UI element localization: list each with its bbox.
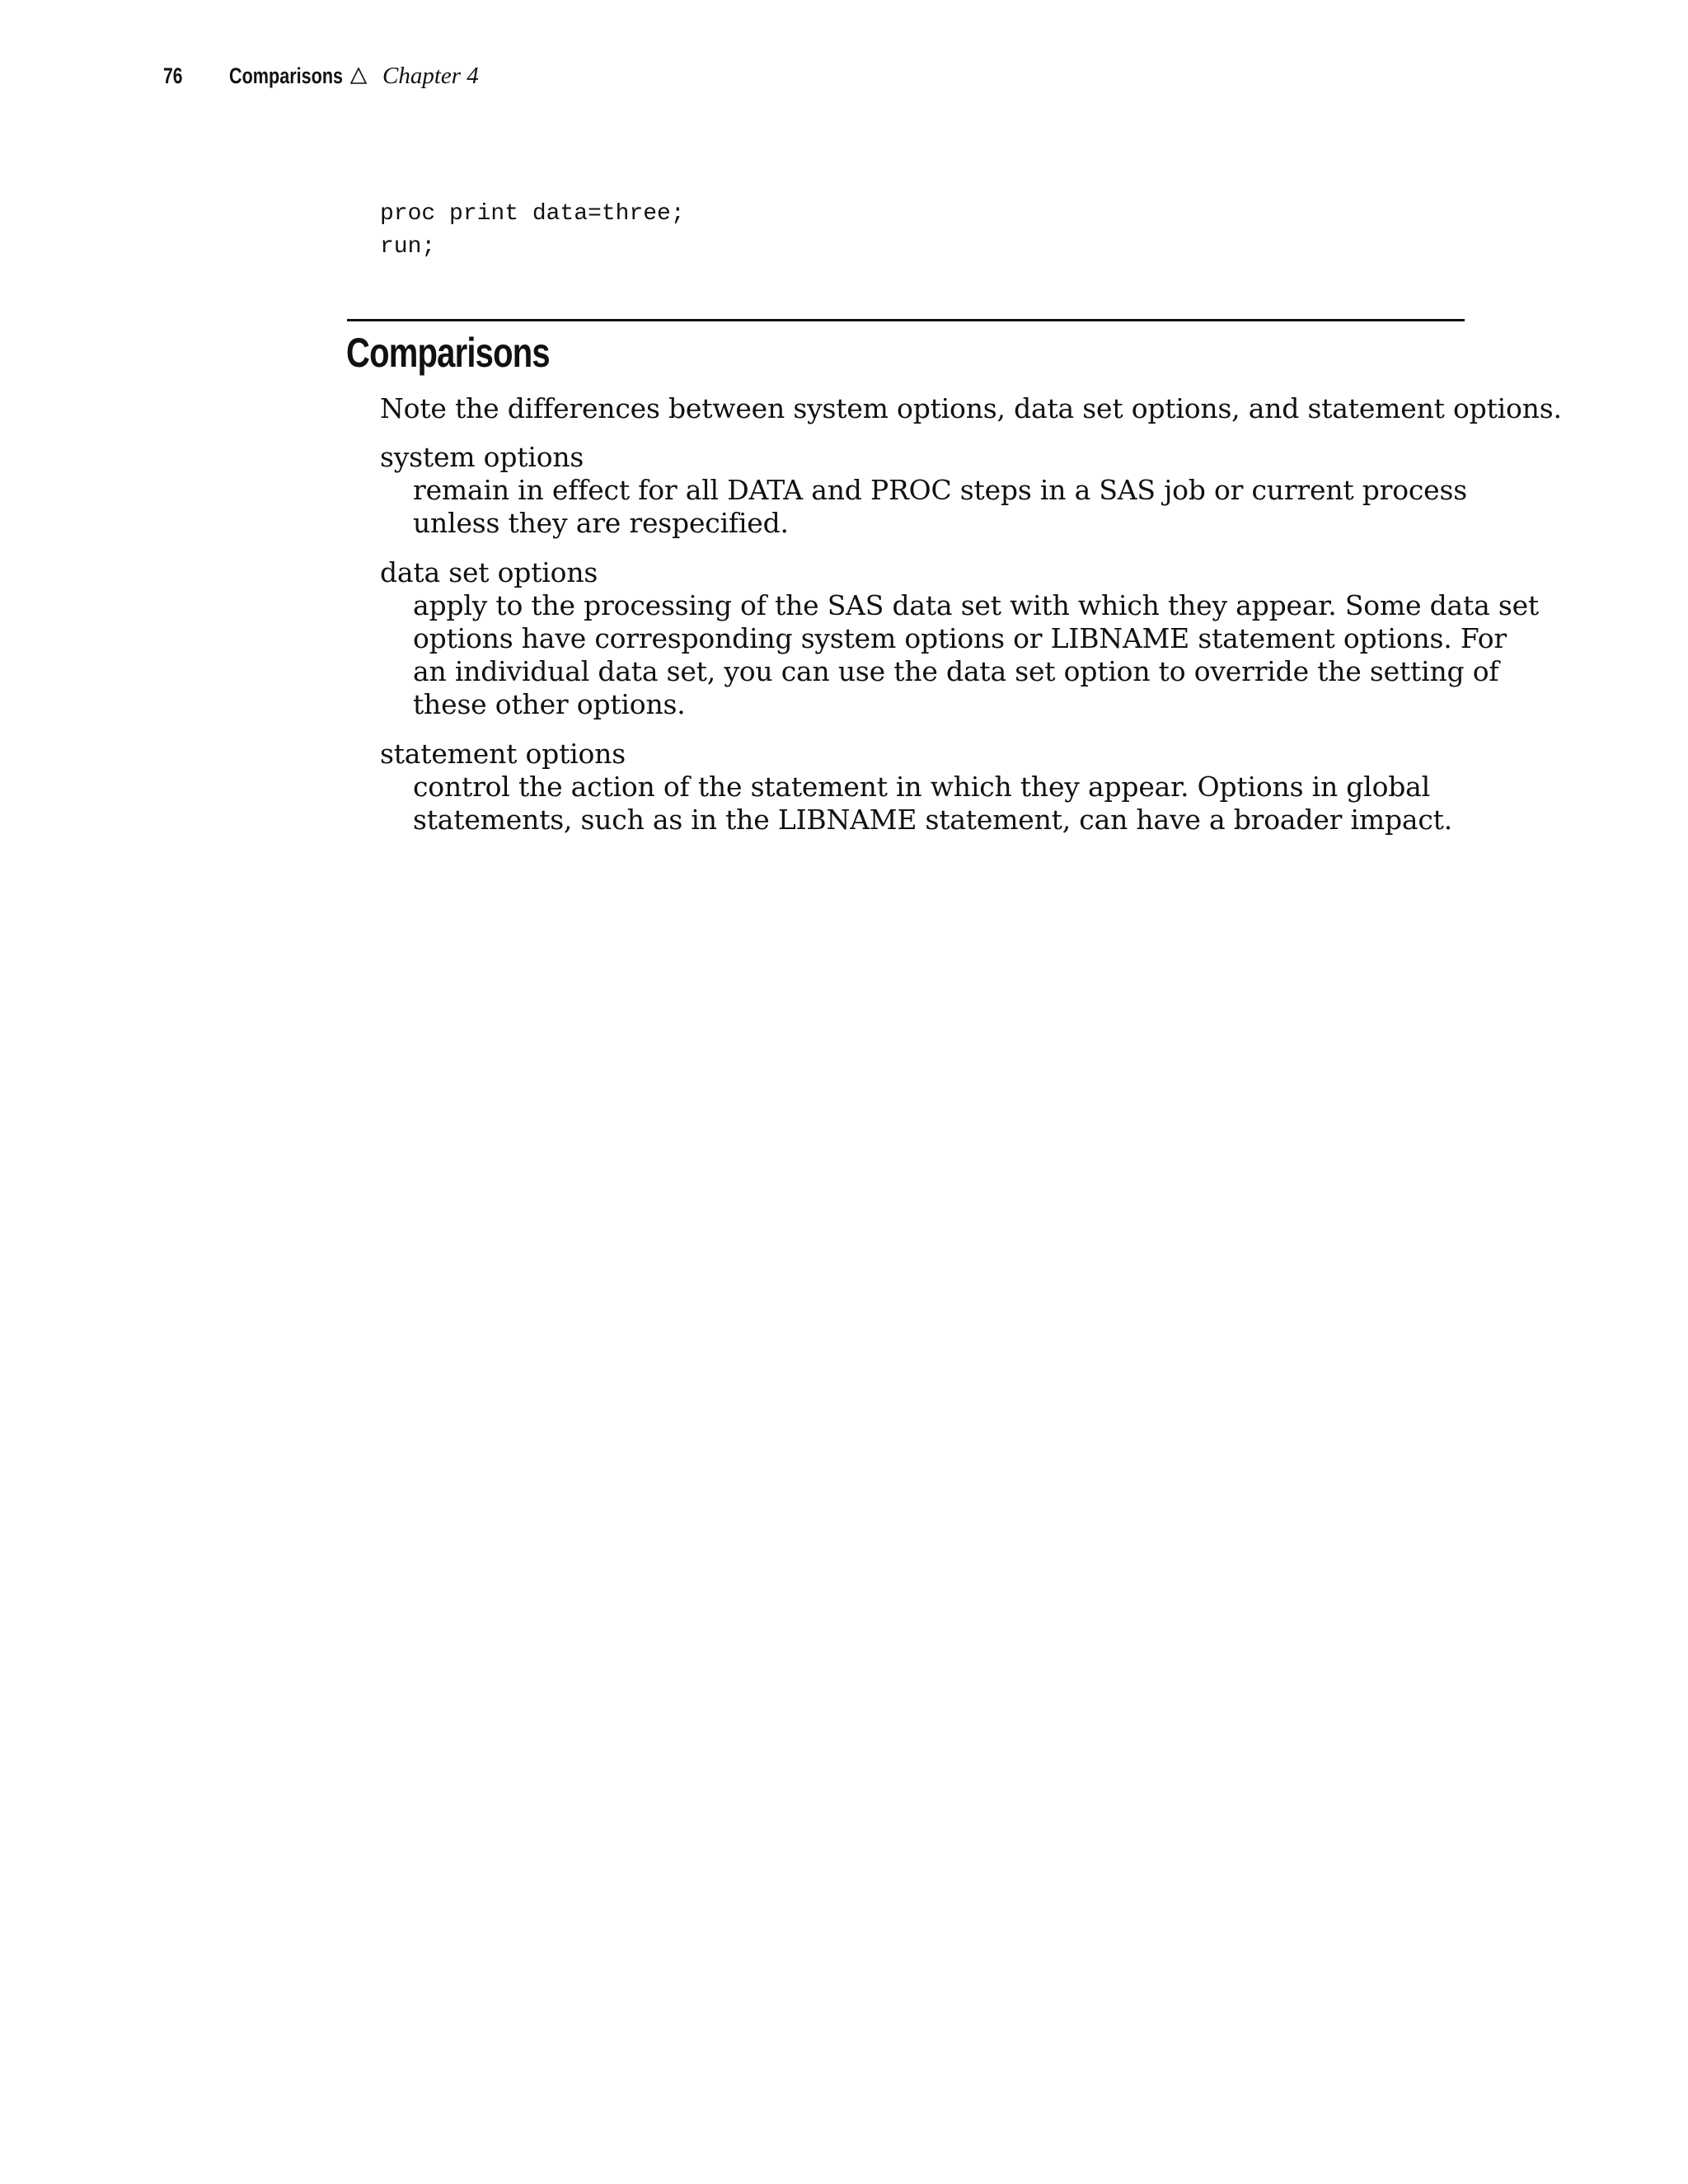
section-title: Comparisons xyxy=(346,330,550,376)
definition-line: these other options. xyxy=(413,688,686,720)
definition-term: statement options xyxy=(380,738,626,770)
intro-paragraph: Note the differences between system options, data set options, and statement options. xyxy=(380,392,1562,424)
code-line: proc print data=three; xyxy=(380,201,685,227)
definition-line: options have corresponding system options or LIBNAME statement options. For xyxy=(413,622,1507,654)
triangle-outline-icon xyxy=(349,67,368,85)
definition-description xyxy=(413,771,1476,837)
definition-line: control the action of the statement in which they appear. Options in global xyxy=(413,771,1431,803)
running-header-section: Comparisons xyxy=(229,63,344,88)
page-number: 76 xyxy=(163,63,183,88)
running-header-chapter: Chapter 4 xyxy=(382,62,479,89)
definition-line: statements, such as in the LIBNAME statement, can have a broader impact. xyxy=(413,804,1452,836)
definition-description xyxy=(413,474,1476,540)
definition-list xyxy=(380,441,1539,853)
code-block xyxy=(380,198,685,264)
definition-line: apply to the processing of the SAS data set with which they appear. Some data set xyxy=(413,589,1539,621)
definition-term: data set options xyxy=(380,556,598,588)
code-line: run; xyxy=(380,234,436,260)
definition-term: system options xyxy=(380,441,584,473)
definition-line: unless they are respecified. xyxy=(413,507,789,539)
running-header xyxy=(163,59,479,92)
definition-line: remain in effect for all DATA and PROC steps in a SAS job or current process xyxy=(413,474,1467,506)
definition-line: an individual data set, you can use the data set option to override the setting of xyxy=(413,655,1499,687)
section-rule xyxy=(347,319,1465,321)
definition-description xyxy=(413,589,1539,721)
